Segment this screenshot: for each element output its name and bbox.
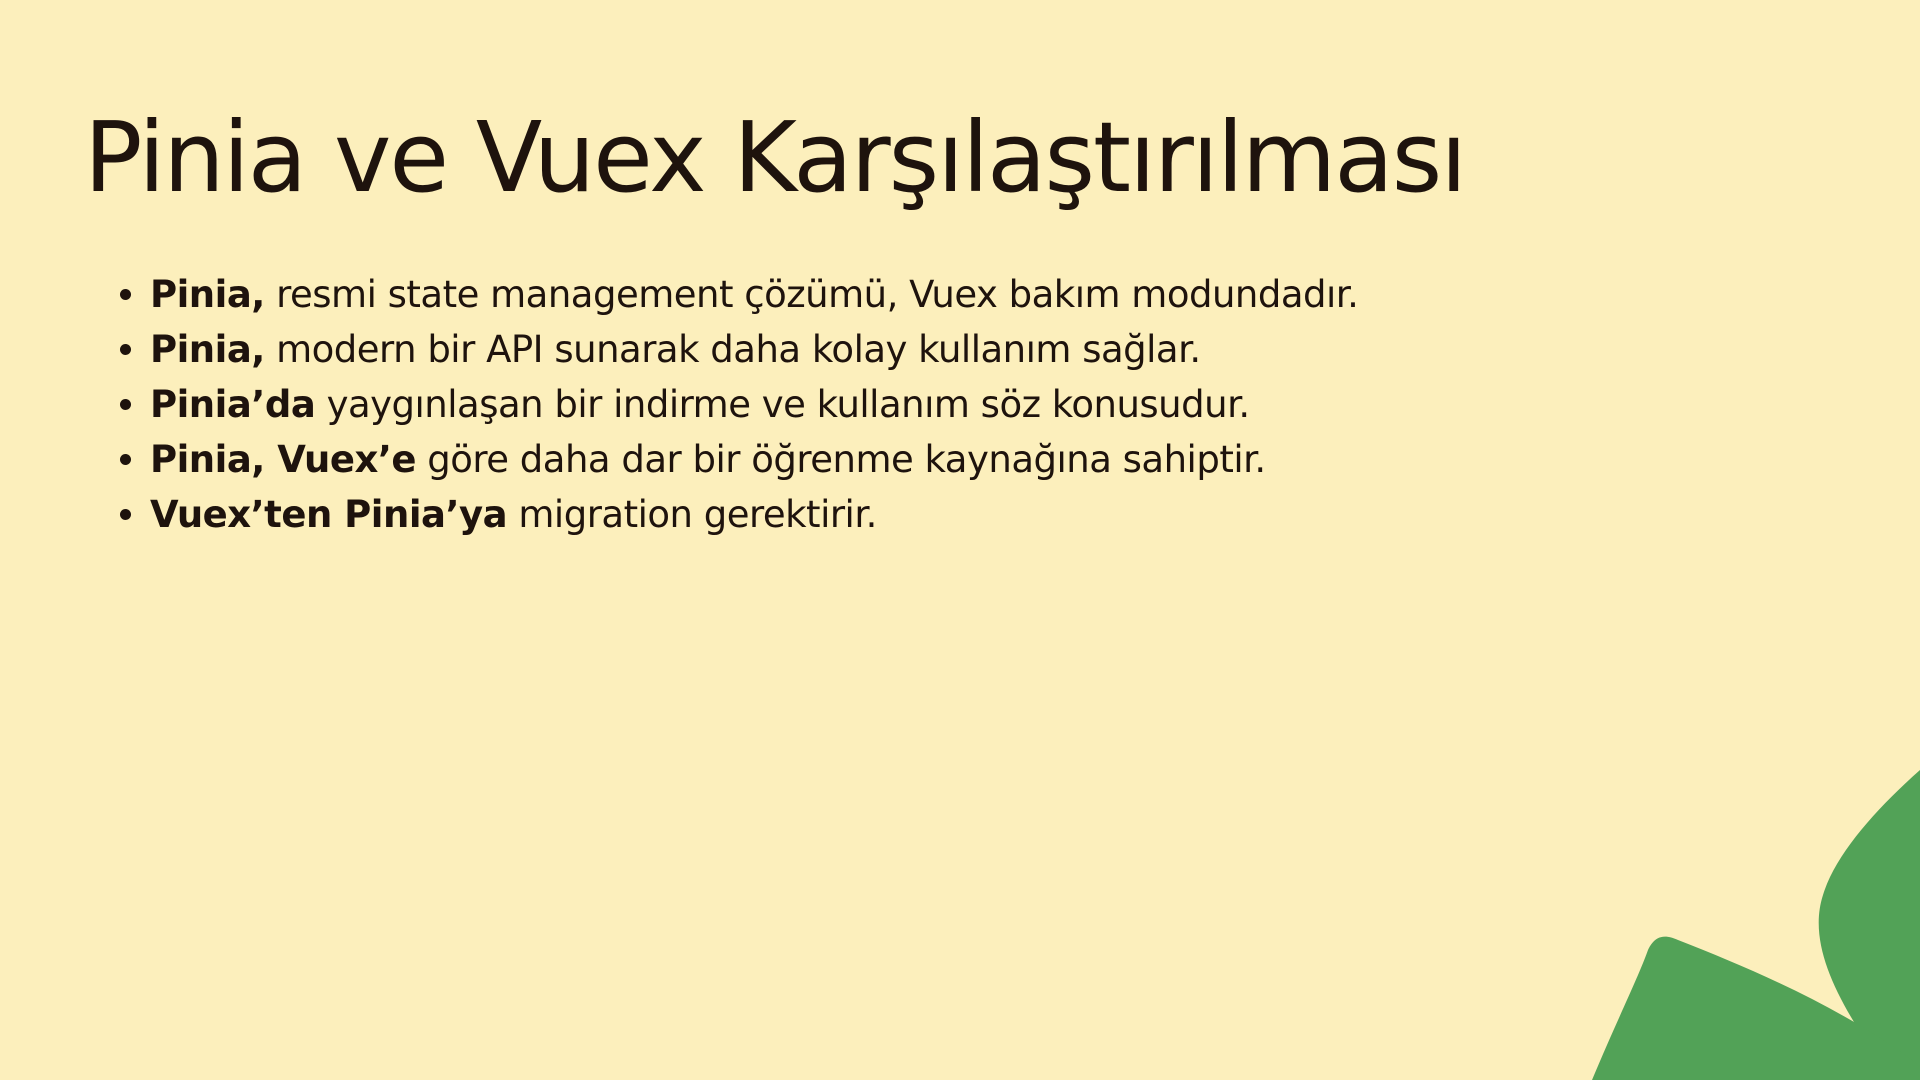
- bullet-bold-text: Pinia, Vuex’e: [150, 438, 416, 481]
- bullet-item: [118, 377, 1358, 432]
- leaf-upper-shape: [1819, 770, 1920, 1080]
- bullet-item: [118, 267, 1358, 322]
- bullet-item: [118, 432, 1358, 487]
- bullet-dot-icon: [120, 509, 131, 520]
- bullet-text: göre daha dar bir öğrenme kaynağına sahiptir.: [416, 438, 1266, 481]
- bullet-dot-icon: [120, 399, 131, 410]
- bullet-text: yaygınlaşan bir indirme ve kullanım söz konusudur.: [315, 383, 1250, 426]
- bullet-dot-icon: [120, 289, 131, 300]
- leaf-lower-shape: [1592, 937, 1920, 1080]
- bullet-bold-text: Pinia,: [150, 273, 265, 316]
- bullet-text: migration gerektirir.: [507, 493, 877, 536]
- slide-title: Pinia ve Vuex Karşılaştırılması: [84, 101, 1466, 214]
- bullet-text: modern bir API sunarak daha kolay kullanım sağlar.: [264, 328, 1201, 371]
- bullet-list: [118, 267, 1358, 542]
- bullet-item: [118, 487, 1358, 542]
- bullet-dot-icon: [120, 454, 131, 465]
- bullet-text: resmi state management çözümü, Vuex bakım modundadır.: [264, 273, 1359, 316]
- bullet-bold-text: Pinia’da: [150, 383, 316, 426]
- bullet-bold-text: Pinia,: [150, 328, 265, 371]
- bullet-bold-text: Vuex’ten Pinia’ya: [150, 493, 508, 536]
- bullet-item: [118, 322, 1358, 377]
- bullet-dot-icon: [120, 344, 131, 355]
